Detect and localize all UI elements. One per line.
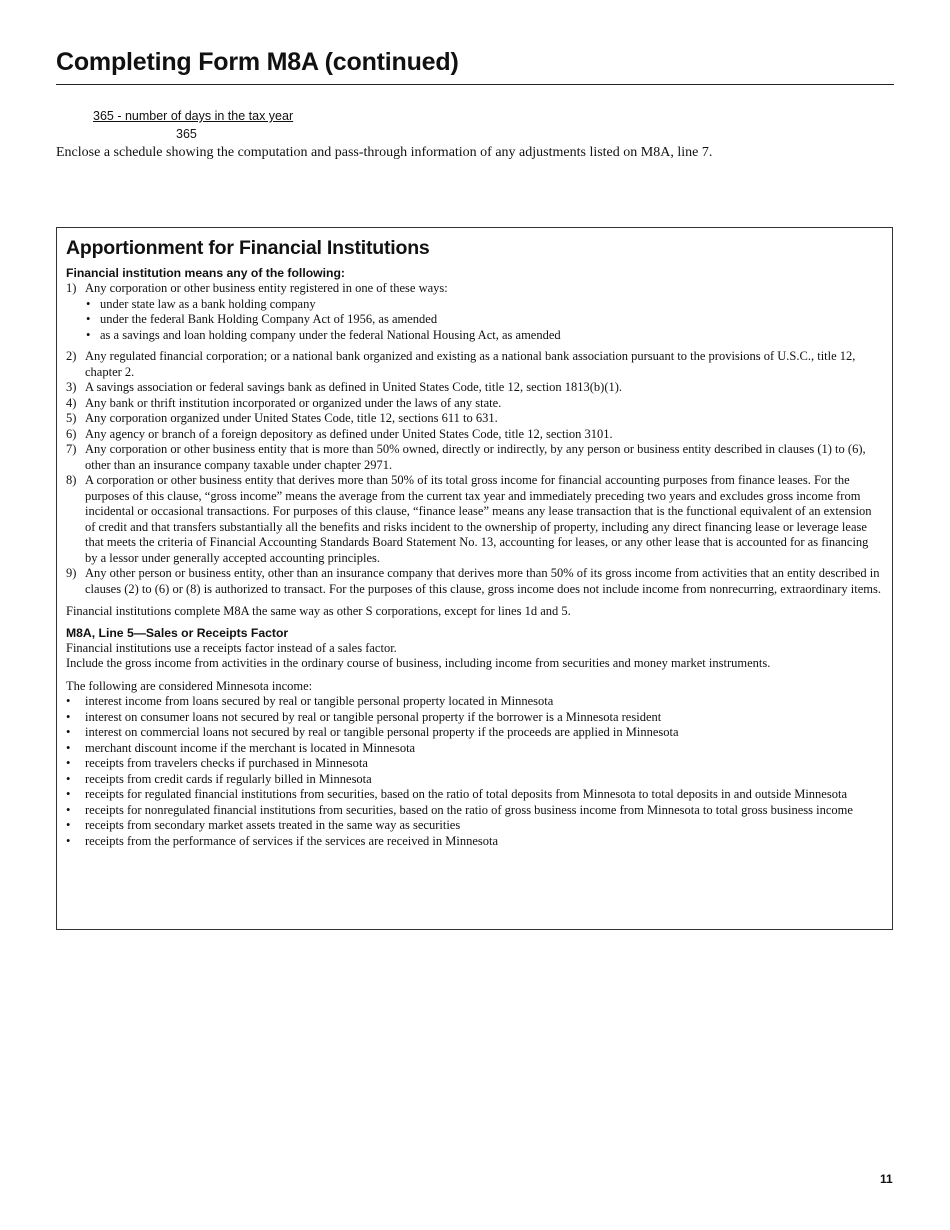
registration-sublist bbox=[85, 297, 884, 344]
item-number: 2) bbox=[66, 349, 77, 363]
sublist-item: • under state law as a bank holding company bbox=[85, 297, 884, 313]
item-text: Any regulated financial corporation; or a national bank organized and existing as a national bank association pursuant to the provisions of U.S.C., title 12, chapter 2. bbox=[85, 349, 856, 379]
box-heading: Apportionment for Financial Institutions bbox=[66, 237, 430, 259]
list-item bbox=[66, 380, 884, 396]
fraction-denominator: 365 bbox=[176, 127, 197, 141]
item-text: Any corporation or other business entity that is more than 50% owned, directly or indirectly, by any person or business entity described in clauses (1) to (6), other than an insurance company taxable under chapter 2971. bbox=[85, 442, 866, 472]
list-item: • receipts from travelers checks if purchased in Minnesota bbox=[66, 756, 884, 772]
line5-heading: M8A, Line 5—Sales or Receipts Factor bbox=[66, 625, 289, 640]
item-text: Any corporation or other business entity registered in one of these ways: bbox=[85, 281, 448, 295]
list-item bbox=[66, 427, 884, 443]
item-text: Any bank or thrift institution incorporated or organized under the laws of any state. bbox=[85, 395, 502, 410]
list-item: • receipts from secondary market assets treated in the same way as securities bbox=[66, 818, 884, 834]
list-item: • merchant discount income if the merchant is located in Minnesota bbox=[66, 741, 884, 757]
list-item bbox=[66, 349, 884, 380]
item-number: 8) bbox=[66, 473, 77, 487]
item-number: 4) bbox=[66, 395, 77, 410]
institution-definitions-list bbox=[66, 281, 884, 597]
fraction-numerator: 365 - number of days in the tax year bbox=[93, 109, 294, 123]
list-item: • receipts from the performance of services if the services are received in Minnesota bbox=[66, 834, 884, 850]
list-item: • receipts for regulated financial institutions from securities, based on the ratio of total deposits from Minnesota to total deposits in and outside Minnesota bbox=[66, 787, 884, 803]
list-item bbox=[66, 473, 884, 566]
list-item: • interest income from loans secured by real or tangible personal property located in Minnesota bbox=[66, 694, 884, 710]
definition-intro: Financial institution means any of the following: bbox=[66, 266, 345, 280]
list-item bbox=[66, 396, 884, 412]
item-text: Any agency or branch of a foreign depository as defined under United States Code, title 12, section 3101. bbox=[85, 426, 613, 441]
list-item: • receipts for nonregulated financial institutions from securities, based on the ratio of gross business income from Minnesota to total gross business income bbox=[66, 803, 884, 819]
line5-paragraph: Financial institutions use a receipts factor instead of a sales factor. bbox=[66, 640, 397, 655]
list-item bbox=[66, 442, 884, 473]
item-number: 9) bbox=[66, 566, 77, 580]
sublist-item: • under the federal Bank Holding Company Act of 1956, as amended bbox=[85, 312, 884, 328]
sublist-item: • as a savings and loan holding company under the federal National Housing Act, as amended bbox=[85, 328, 884, 344]
list-item: • interest on consumer loans not secured by real or tangible personal property if the borrower is a Minnesota resident bbox=[66, 710, 884, 726]
list-item bbox=[66, 411, 884, 427]
mn-income-intro: The following are considered Minnesota income: bbox=[66, 678, 313, 693]
item-text: A corporation or other business entity that derives more than 50% of its total gross income for financial accounting purposes from finance leases. For the purposes of this clause, “gross income” means the average from the current tax year and immediately preceding two years and excludes gross income from incidental or occasional transactions. For purposes of this clause, “finance lease” means any lease transaction that is the functional equivalent of an extension of credit and that transfers substantially all the benefits and risks incident to the ownership of property, including any direct financing lease or leverage lease that meets the criteria of Financial Accounting Standards Board Statement No. 13, accounting for leases, or any other lease that is accounted for as financing by a lessor under generally accepted accounting principles. bbox=[85, 473, 872, 565]
item-number: 7) bbox=[66, 442, 77, 456]
list-item bbox=[66, 281, 884, 343]
complete-note: Financial institutions complete M8A the same way as other S corporations, except for lines 1d and 5. bbox=[66, 604, 571, 618]
page-number: 11 bbox=[880, 1172, 893, 1186]
financial-institutions-box bbox=[56, 227, 893, 930]
title-divider bbox=[56, 84, 894, 85]
item-text: Any corporation organized under United States Code, title 12, sections 611 to 631. bbox=[85, 411, 498, 425]
item-number: 5) bbox=[66, 411, 77, 425]
item-text: Any other person or business entity, other than an insurance company that derives more than 50% of its gross income from activities that an entity described in clauses (2) to (6) or (8) is authorized to transact. For the purposes of this clause, gross income does not include income from nonrecurring, extraordinary items. bbox=[85, 566, 881, 596]
line5-paragraph: Include the gross income from activities in the ordinary course of business, including income from securities and money market instruments. bbox=[66, 656, 771, 670]
page-title: Completing Form M8A (continued) bbox=[56, 48, 459, 76]
item-number: 3) bbox=[66, 380, 77, 394]
mn-income-list bbox=[66, 694, 884, 849]
list-item: • receipts from credit cards if regularly billed in Minnesota bbox=[66, 772, 884, 788]
item-text: A savings association or federal savings bank as defined in United States Code, title 12, section 1813(b)(1). bbox=[85, 380, 623, 394]
item-number: 1) bbox=[66, 281, 77, 295]
list-item: • interest on commercial loans not secured by real or tangible personal property if the proceeds are applied in Minnesota bbox=[66, 725, 884, 741]
list-item bbox=[66, 566, 884, 597]
item-number: 6) bbox=[66, 426, 77, 441]
enclose-schedule-text: Enclose a schedule showing the computation and pass-through information of any adjustments listed on M8A, line 7. bbox=[56, 145, 713, 160]
